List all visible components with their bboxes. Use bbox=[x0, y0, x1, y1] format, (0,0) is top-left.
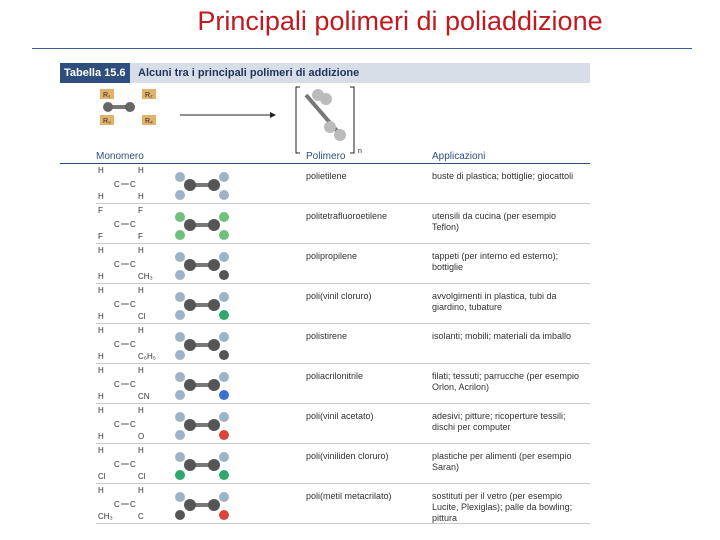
reaction-scheme bbox=[60, 83, 590, 161]
monomer-substituent: H bbox=[98, 272, 104, 281]
monomer-substituent: F bbox=[98, 206, 103, 215]
monomer-substituent: H bbox=[98, 166, 104, 175]
svg-text:C: C bbox=[114, 180, 120, 189]
monomer-substituent: H bbox=[98, 392, 104, 401]
row-divider bbox=[96, 403, 590, 404]
monomer-scheme-model bbox=[100, 89, 156, 125]
molecular-model bbox=[170, 167, 280, 203]
monomer-formula bbox=[96, 285, 176, 324]
model-atom bbox=[175, 190, 185, 200]
polymer-name: politetrafluoroetilene bbox=[306, 211, 388, 221]
monomer-substituent: C₆H₅ bbox=[138, 352, 157, 361]
polymer-name: polietilene bbox=[306, 171, 347, 181]
polymer-table bbox=[60, 63, 590, 535]
svg-text:C: C bbox=[130, 260, 136, 269]
column-polymer: Polimero bbox=[306, 151, 346, 162]
svg-text:C: C bbox=[114, 300, 120, 309]
table-number: Tabella 15.6 bbox=[60, 63, 130, 83]
monomer-substituent: F bbox=[138, 232, 143, 241]
table-row bbox=[60, 405, 590, 444]
monomer-substituent: H bbox=[138, 446, 144, 455]
polymer-applications: utensili da cucina (per esempio Teflon) bbox=[432, 211, 557, 232]
table-row bbox=[60, 445, 590, 484]
model-atom bbox=[219, 510, 229, 520]
svg-text:C: C bbox=[130, 420, 136, 429]
polymer-applications: filati; tessuti; parrucche (per esempio Orlon, Acrilon) bbox=[432, 371, 580, 392]
model-atom bbox=[219, 470, 229, 480]
model-atom bbox=[175, 332, 185, 342]
column-applications: Applicazioni bbox=[432, 151, 486, 162]
monomer-substituent: O bbox=[138, 432, 145, 441]
polymer-name: poliacrilonitrile bbox=[306, 371, 364, 381]
header-divider bbox=[60, 163, 590, 164]
monomer-substituent: H bbox=[98, 406, 104, 415]
polymer-name: poli(vinil acetato) bbox=[306, 411, 374, 421]
polymer-name: polipropilene bbox=[306, 251, 358, 261]
model-atom bbox=[175, 372, 185, 382]
model-atom bbox=[175, 492, 185, 502]
svg-text:C: C bbox=[130, 380, 136, 389]
model-atom bbox=[175, 230, 185, 240]
reaction-arrow bbox=[180, 112, 276, 118]
polymer-name: poli(vinil cloruro) bbox=[306, 291, 372, 301]
svg-text:C: C bbox=[114, 220, 120, 229]
monomer-substituent: H bbox=[138, 486, 144, 495]
monomer-substituent: H bbox=[98, 432, 104, 441]
monomer-substituent: Cl bbox=[138, 472, 146, 481]
svg-text:C: C bbox=[114, 340, 120, 349]
polymer-name: poli(metil metacrilato) bbox=[306, 491, 392, 501]
monomer-formula bbox=[96, 205, 176, 244]
svg-text:C: C bbox=[130, 500, 136, 509]
monomer-formula bbox=[96, 365, 176, 404]
monomer-formula bbox=[96, 325, 176, 364]
svg-text:C: C bbox=[114, 380, 120, 389]
model-atom bbox=[219, 172, 229, 182]
model-atom bbox=[219, 492, 229, 502]
model-atom bbox=[219, 452, 229, 462]
molecular-model bbox=[170, 367, 280, 403]
polymer-scheme-model bbox=[296, 87, 362, 155]
model-atom bbox=[219, 230, 229, 240]
polymer-applications: adesivi; pitture; ricoperture tessili; dischi per computer bbox=[432, 411, 566, 432]
polymer-applications: buste di plastica; bottiglie; giocattoli bbox=[432, 171, 574, 181]
svg-text:C: C bbox=[114, 260, 120, 269]
row-divider bbox=[96, 443, 590, 444]
monomer-substituent: H bbox=[138, 166, 144, 175]
monomer-substituent: CH₃ bbox=[98, 512, 113, 521]
monomer-substituent: H bbox=[98, 446, 104, 455]
table-row bbox=[60, 365, 590, 404]
monomer-substituent: Cl bbox=[138, 312, 146, 321]
row-divider bbox=[96, 483, 590, 484]
monomer-substituent: H bbox=[138, 326, 144, 335]
monomer-substituent: F bbox=[98, 232, 103, 241]
model-atom bbox=[175, 452, 185, 462]
svg-text:C: C bbox=[130, 180, 136, 189]
svg-text:C: C bbox=[130, 220, 136, 229]
monomer-formula bbox=[96, 405, 176, 444]
molecular-model bbox=[170, 407, 280, 443]
row-divider bbox=[96, 203, 590, 204]
polymer-applications: isolanti; mobili; materiali da imballo bbox=[432, 331, 572, 341]
monomer-substituent: CN bbox=[138, 392, 150, 401]
svg-text:C: C bbox=[114, 420, 120, 429]
model-atom bbox=[219, 372, 229, 382]
model-atom bbox=[219, 412, 229, 422]
polymer-applications: sostituti per il vetro (per esempio Lucite, Plexiglas); palle da bowling; pittura bbox=[432, 491, 573, 523]
molecular-model bbox=[170, 207, 280, 243]
table-row bbox=[60, 245, 590, 284]
molecular-model bbox=[170, 327, 280, 363]
model-atom bbox=[175, 172, 185, 182]
polymer-name: polistirene bbox=[306, 331, 348, 341]
scheme-r1: R₁ bbox=[103, 92, 111, 99]
row-divider bbox=[96, 283, 590, 284]
polymer-name: poli(viniliden cloruro) bbox=[306, 451, 389, 461]
model-atom bbox=[175, 252, 185, 262]
model-atom bbox=[219, 310, 229, 320]
scheme-r3: R₃ bbox=[103, 118, 111, 125]
monomer-substituent: H bbox=[98, 286, 104, 295]
row-divider bbox=[96, 323, 590, 324]
monomer-substituent: H bbox=[98, 246, 104, 255]
table-row bbox=[60, 285, 590, 324]
model-atom bbox=[175, 470, 185, 480]
molecular-model bbox=[170, 447, 280, 483]
table-header-bar bbox=[60, 63, 590, 83]
monomer-substituent: CH₃ bbox=[138, 272, 153, 281]
model-atom bbox=[175, 510, 185, 520]
svg-text:C: C bbox=[130, 340, 136, 349]
model-atom bbox=[175, 430, 185, 440]
monomer-substituent: H bbox=[98, 326, 104, 335]
table-row bbox=[60, 485, 590, 524]
table-row bbox=[60, 325, 590, 364]
monomer-substituent: H bbox=[138, 406, 144, 415]
molecular-model bbox=[170, 487, 280, 523]
monomer-substituent: H bbox=[138, 246, 144, 255]
monomer-substituent: F bbox=[138, 206, 143, 215]
monomer-formula bbox=[96, 245, 176, 284]
model-atom bbox=[175, 350, 185, 360]
monomer-substituent: H bbox=[98, 352, 104, 361]
table-caption: Alcuni tra i principali polimeri di addizione bbox=[138, 67, 360, 79]
model-atom bbox=[219, 430, 229, 440]
row-divider bbox=[96, 363, 590, 364]
monomer-substituent: H bbox=[138, 192, 144, 201]
monomer-substituent: H bbox=[98, 366, 104, 375]
model-atom bbox=[175, 310, 185, 320]
slide-title: Principali polimeri di poliaddizione bbox=[197, 6, 603, 36]
model-atom bbox=[175, 292, 185, 302]
svg-text:C: C bbox=[130, 300, 136, 309]
scheme-r2: R₂ bbox=[145, 92, 153, 99]
row-divider bbox=[96, 243, 590, 244]
monomer-substituent: Cl bbox=[98, 472, 106, 481]
polymer-applications: avvolgimenti in plastica, tubi da giardino, tubature bbox=[432, 291, 557, 312]
model-atom bbox=[175, 270, 185, 280]
monomer-substituent: C bbox=[138, 512, 144, 521]
model-atom bbox=[219, 390, 229, 400]
svg-text:C: C bbox=[114, 500, 120, 509]
scheme-n: n bbox=[358, 148, 362, 155]
svg-text:C: C bbox=[114, 460, 120, 469]
model-atom bbox=[219, 252, 229, 262]
molecular-model bbox=[170, 287, 280, 323]
scheme-r4: R₄ bbox=[145, 118, 153, 125]
monomer-substituent: H bbox=[138, 366, 144, 375]
row-divider bbox=[96, 523, 590, 524]
polymer-applications: tappeti (per interno ed esterno); bottiglie bbox=[432, 251, 559, 272]
monomer-formula bbox=[96, 445, 176, 484]
title-divider bbox=[32, 48, 692, 49]
monomer-substituent: H bbox=[98, 312, 104, 321]
svg-text:C: C bbox=[130, 460, 136, 469]
monomer-substituent: H bbox=[138, 286, 144, 295]
model-atom bbox=[219, 190, 229, 200]
monomer-formula bbox=[96, 485, 176, 524]
model-atom bbox=[175, 412, 185, 422]
model-atom bbox=[175, 212, 185, 222]
table-row bbox=[60, 205, 590, 244]
model-atom bbox=[219, 292, 229, 302]
model-atom bbox=[219, 270, 229, 280]
table-row bbox=[60, 165, 590, 204]
column-monomer: Monomero bbox=[96, 151, 144, 162]
molecular-model bbox=[170, 247, 280, 283]
model-atom bbox=[219, 212, 229, 222]
polymer-applications: plastiche per alimenti (per esempio Saran) bbox=[432, 451, 572, 472]
monomer-substituent: H bbox=[98, 192, 104, 201]
model-atom bbox=[219, 350, 229, 360]
model-atom bbox=[175, 390, 185, 400]
monomer-formula bbox=[96, 165, 176, 204]
monomer-substituent: H bbox=[98, 486, 104, 495]
model-atom bbox=[219, 332, 229, 342]
